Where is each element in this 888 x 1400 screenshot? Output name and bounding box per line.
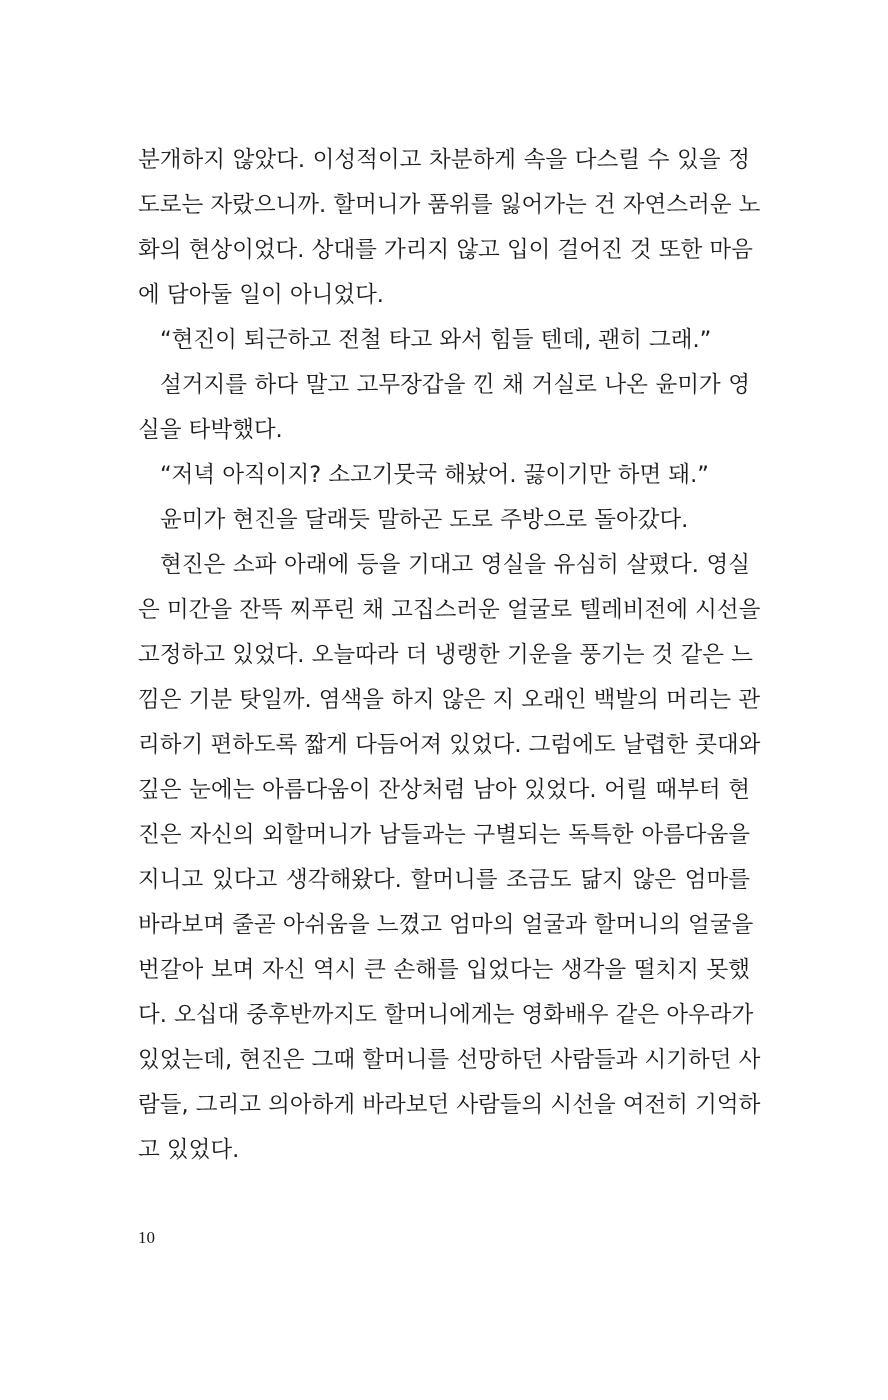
text-line: 깊은 눈에는 아름다움이 잔상처럼 남아 있었다. 어릴 때부터 현: [138, 777, 750, 803]
text-line: 람들, 그리고 의아하게 바라보던 사람들의 시선을 여전히 기억하: [138, 1092, 761, 1118]
text-line: 은 미간을 잔뜩 찌푸린 채 고집스러운 얼굴로 텔레비전에 시선을: [138, 597, 761, 623]
page-number: 10: [138, 1228, 155, 1247]
text-line: 리하기 편하도록 짧게 다듬어져 있었다. 그럼에도 날렵한 콧대와: [138, 732, 761, 758]
text-line: 진은 자신의 외할머니가 남들과는 구별되는 독특한 아름다움을: [138, 822, 750, 848]
text-line: 에 담아둘 일이 아니었다.: [138, 282, 384, 308]
paragraph-start-line: 현진은 소파 아래에 등을 기대고 영실을 유심히 살폈다. 영실: [160, 552, 750, 578]
paragraph-start-line: 설거지를 하다 말고 고무장갑을 낀 채 거실로 나온 윤미가 영: [160, 372, 750, 398]
dialogue-line: “현진이 퇴근하고 전철 타고 와서 힘들 텐데, 괜히 그래.”: [160, 327, 712, 353]
text-line: 번갈아 보며 자신 역시 큰 손해를 입었다는 생각을 떨치지 못했: [138, 957, 750, 983]
text-line: 있었는데, 현진은 그때 할머니를 선망하던 사람들과 시기하던 사: [138, 1047, 761, 1073]
text-line: 지니고 있다고 생각해왔다. 할머니를 조금도 닮지 않은 엄마를: [138, 867, 750, 893]
text-line: 화의 현상이었다. 상대를 가리지 않고 입이 걸어진 것 또한 마음: [138, 237, 753, 263]
dialogue-line: “저녁 아직이지? 소고기뭇국 해놨어. 끓이기만 하면 돼.”: [160, 462, 709, 488]
body-text: [138, 140, 761, 1175]
text-line: 낌은 기분 탓일까. 염색을 하지 않은 지 오래인 백발의 머리는 관: [138, 687, 761, 713]
text-line: 분개하지 않았다. 이성적이고 차분하게 속을 다스릴 수 있을 정: [138, 147, 750, 173]
text-line: 고정하고 있었다. 오늘따라 더 냉랭한 기운을 풍기는 것 같은 느: [138, 642, 753, 668]
paragraph-start-line: 윤미가 현진을 달래듯 말하곤 도로 주방으로 돌아갔다.: [160, 507, 689, 533]
text-line: 도로는 자랐으니까. 할머니가 품위를 잃어가는 건 자연스러운 노: [138, 192, 761, 218]
text-line: 고 있었다.: [138, 1137, 240, 1163]
text-line: 바라보며 줄곧 아쉬움을 느꼈고 엄마의 얼굴과 할머니의 얼굴을: [138, 912, 754, 938]
text-line: 다. 오십대 중후반까지도 할머니에게는 영화배우 같은 아우라가: [138, 1002, 754, 1028]
text-line: 실을 타박했다.: [138, 417, 283, 443]
